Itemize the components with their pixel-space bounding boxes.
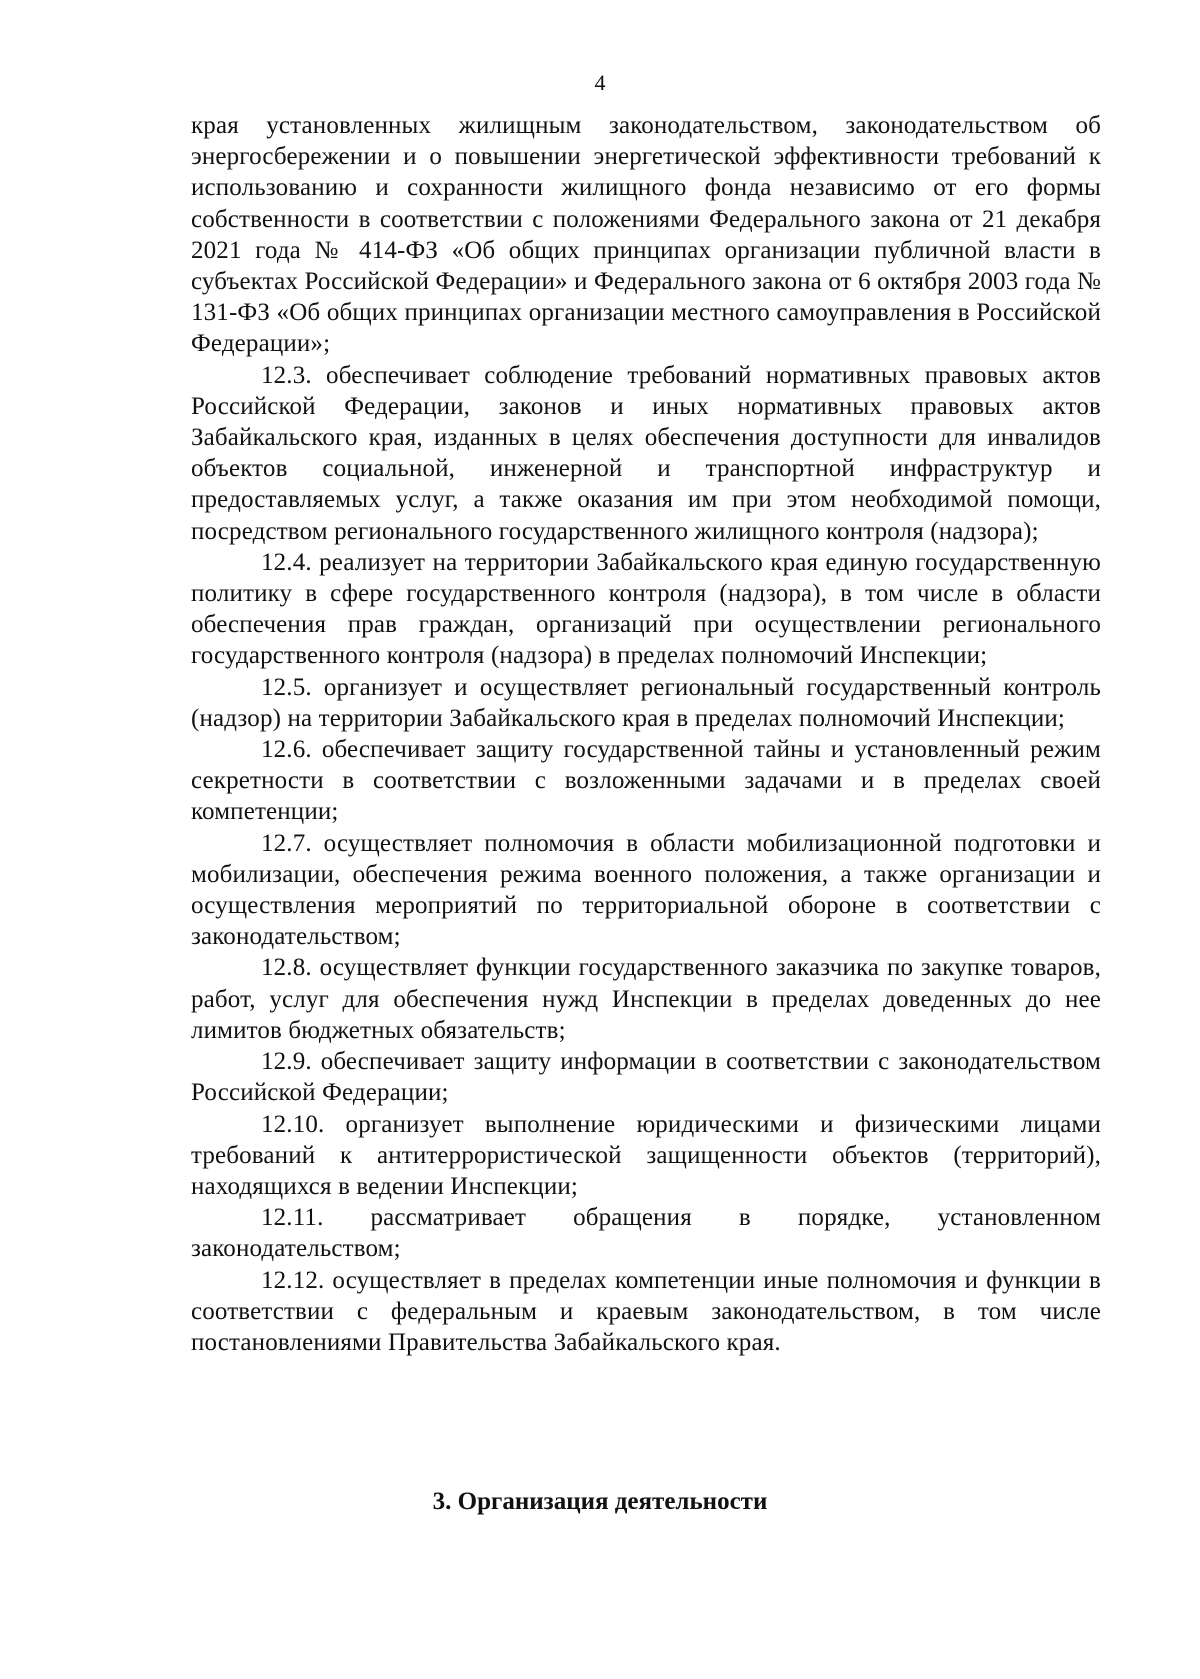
- document-body: [191, 110, 1101, 1358]
- paragraph-12-9: 12.9. обеспечивает защиту информации в соответствии с законодательством Российской Федерации;: [191, 1048, 1101, 1107]
- paragraph-continuation: края установленных жилищным законодательством, законодательством об энергосбережении и о повышении энергетической эффективности требований к использованию и сохранности жилищного фонда независимо от его формы собственности в соответствии с положениями Федерального закона от 21 декабря 2021 года № 414-ФЗ «Об общих принципах организации публичной власти в субъектах Российской Федерации» и Федерального закона от 6 октября 2003 года № 131-ФЗ «Об общих принципах организации местного самоуправления в Российской Федерации»;: [191, 112, 1101, 358]
- paragraph-12-11: 12.11. рассматривает обращения в порядке, установленном законодательством;: [191, 1204, 1101, 1263]
- paragraph-12-12: 12.12. осуществляет в пределах компетенции иные полномочия и функции в соответствии с федеральным и краевым законодательством, в том числе постановлениями Правительства Забайкальского края.: [191, 1266, 1101, 1356]
- paragraph-12-4: 12.4. реализует на территории Забайкальского края единую государственную политику в сфере государственного контроля (надзора), в том числе в области обеспечения прав граждан, организаций при осуществлении регионального государственного контроля (надзора) в пределах полномочий Инспекции;: [191, 548, 1101, 670]
- paragraph-12-6: 12.6. обеспечивает защиту государственной тайны и установленный режим секретности в соответствии с возложенными задачами и в пределах своей компетенции;: [191, 736, 1101, 826]
- paragraph-12-5: 12.5. организует и осуществляет региональный государственный контроль (надзор) на территории Забайкальского края в пределах полномочий Инспекции;: [191, 673, 1101, 732]
- paragraph-12-7: 12.7. осуществляет полномочия в области мобилизационной подготовки и мобилизации, обеспечения режима военного положения, а также организации и осуществления мероприятий по территориальной обороне в соответствии с законодательством;: [191, 829, 1101, 951]
- section-heading: 3. Организация деятельности: [432, 1488, 768, 1515]
- paragraph-12-10: 12.10. организует выполнение юридическими и физическими лицами требований к антитеррористической защищенности объектов (территорий), находящихся в ведении Инспекции;: [191, 1110, 1101, 1200]
- paragraph-12-8: 12.8. осуществляет функции государственного заказчика по закупке товаров, работ, услуг для обеспечения нужд Инспекции в пределах доведенных до нее лимитов бюджетных обязательств;: [191, 954, 1101, 1044]
- paragraph-12-3: 12.3. обеспечивает соблюдение требований нормативных правовых актов Российской Федерации, законов и иных нормативных правовых актов Забайкальского края, изданных в целях обеспечения доступности для инвалидов объектов социальной, инженерной и транспортной инфраструктур и предоставляемых услуг, а также оказания им при этом необходимой помощи, посредством регионального государственного жилищного контроля (надзора);: [191, 361, 1101, 545]
- page-number: 4: [594, 70, 606, 95]
